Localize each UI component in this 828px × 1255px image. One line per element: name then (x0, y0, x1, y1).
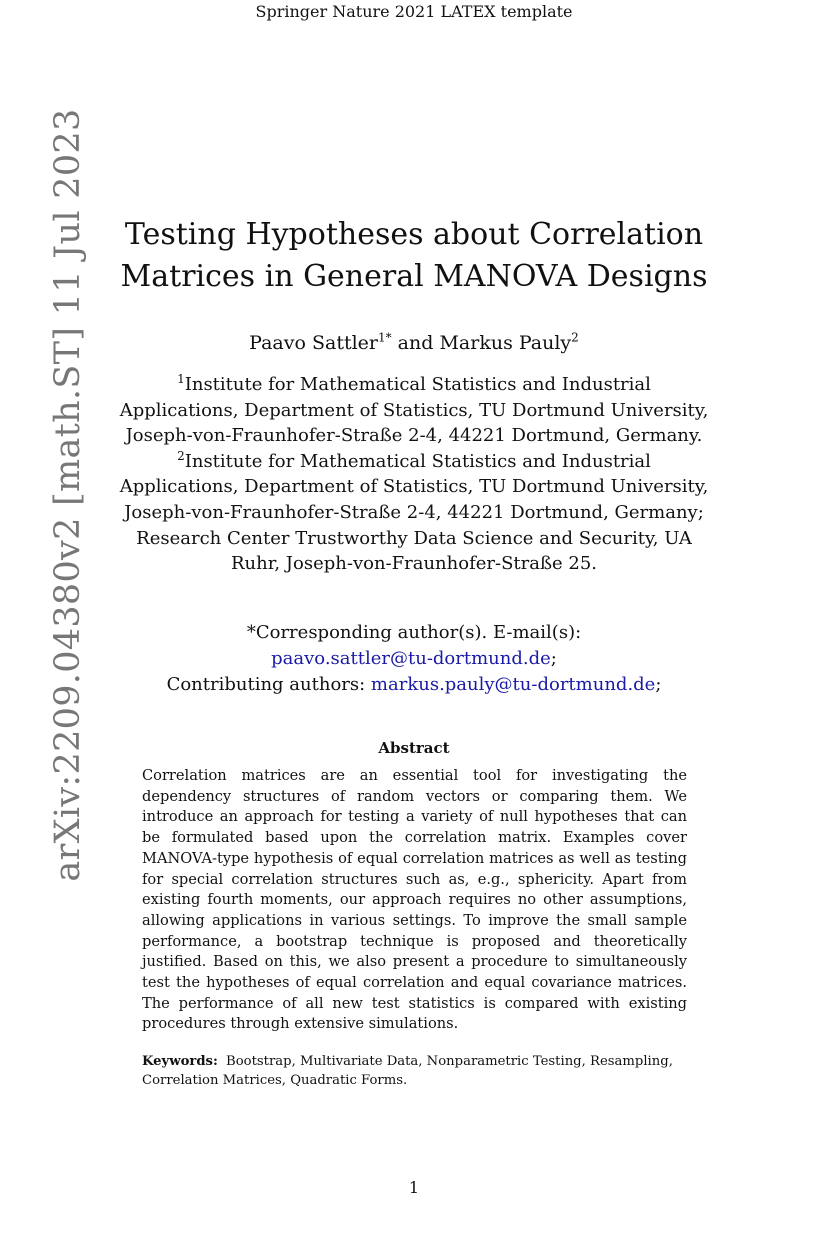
title-line-1: Testing Hypotheses about Correlation (124, 217, 704, 252)
author-name: Markus Pauly (439, 332, 572, 354)
keywords-block (142, 1052, 702, 1090)
title-line-2: Matrices in General MANOVA Designs (120, 259, 708, 294)
affiliation-line: Joseph-von-Fraunhofer-Straße 2-4, 44221 Dortmund, Germany. (125, 425, 703, 447)
author-list (0, 330, 828, 356)
affiliation-line: Ruhr, Joseph-von-Fraunhofer-Straße 25. (231, 553, 597, 575)
affiliation-2 (90, 449, 738, 577)
arxiv-stamp: arXiv:2209.04380v2 [math.ST] 11 Jul 2023 (48, 108, 88, 882)
keywords-text: Bootstrap, Multivariate Data, Nonparametric Testing, Resampling, Correlation Matrices, Quadratic Forms. (142, 1054, 673, 1088)
affiliation-1 (90, 372, 738, 449)
corresponding-author-label: *Corresponding author(s). E-mail(s): (246, 622, 582, 643)
running-head: Springer Nature 2021 LATEX template (255, 2, 573, 21)
abstract-text: Correlation matrices are an essential tool for investigating the dependency structures of random vectors or comparing them. We introduce an approach for testing a variety of null hypotheses that can be formulated based upon the correlation matrix. Examples cover MANOVA-type hypothesis of equal correlation matrices as well as testing for special correlation structures such as, e.g., sphericity. Apart from existing fourth moments, our approach requires no other assumptions, allowing applications in various settings. To improve the small sample performance, a bootstrap technique is proposed and theoretically justified. Based on this, we also present a procedure to simultaneously test the hypotheses of equal correlation and equal covariance matrices. The performance of all new test statistics is compared with existing procedures through extensive simulations. (142, 767, 687, 1033)
affiliation-line: Institute for Mathematical Statistics and Industrial (184, 450, 651, 472)
affiliation-line: Applications, Department of Statistics, TU Dortmund University, (119, 476, 709, 498)
email-link-contributing[interactable]: markus.pauly@tu-dortmund.de (370, 674, 656, 695)
keywords-label: Keywords: (142, 1054, 218, 1069)
author-name: Paavo Sattler (249, 332, 378, 354)
separator: ; (550, 648, 557, 669)
page-number: 1 (408, 1178, 420, 1197)
separator: ; (655, 674, 662, 695)
author-affiliation-mark: 2 (571, 330, 579, 345)
correspondence-block (0, 620, 828, 698)
paper-title (0, 214, 828, 298)
email-link-corresponding[interactable]: paavo.sattler@tu-dortmund.de (271, 648, 551, 669)
abstract-heading: Abstract (378, 739, 450, 757)
affiliations-block (90, 372, 738, 577)
contributing-authors-label: Contributing authors: (166, 674, 371, 695)
affiliation-line: Institute for Mathematical Statistics and Industrial (184, 374, 651, 395)
affiliation-marker: 1 (177, 372, 185, 386)
affiliation-line: Applications, Department of Statistics, TU Dortmund University, (119, 399, 709, 421)
author-conjunction: and (391, 332, 440, 354)
affiliation-line: Joseph-von-Fraunhofer-Straße 2-4, 44221 Dortmund, Germany; (124, 501, 704, 523)
affiliation-line: Research Center Trustworthy Data Science and Security, UA (136, 527, 692, 549)
affiliation-marker: 2 (177, 448, 185, 463)
author-affiliation-mark: 1* (378, 330, 392, 345)
